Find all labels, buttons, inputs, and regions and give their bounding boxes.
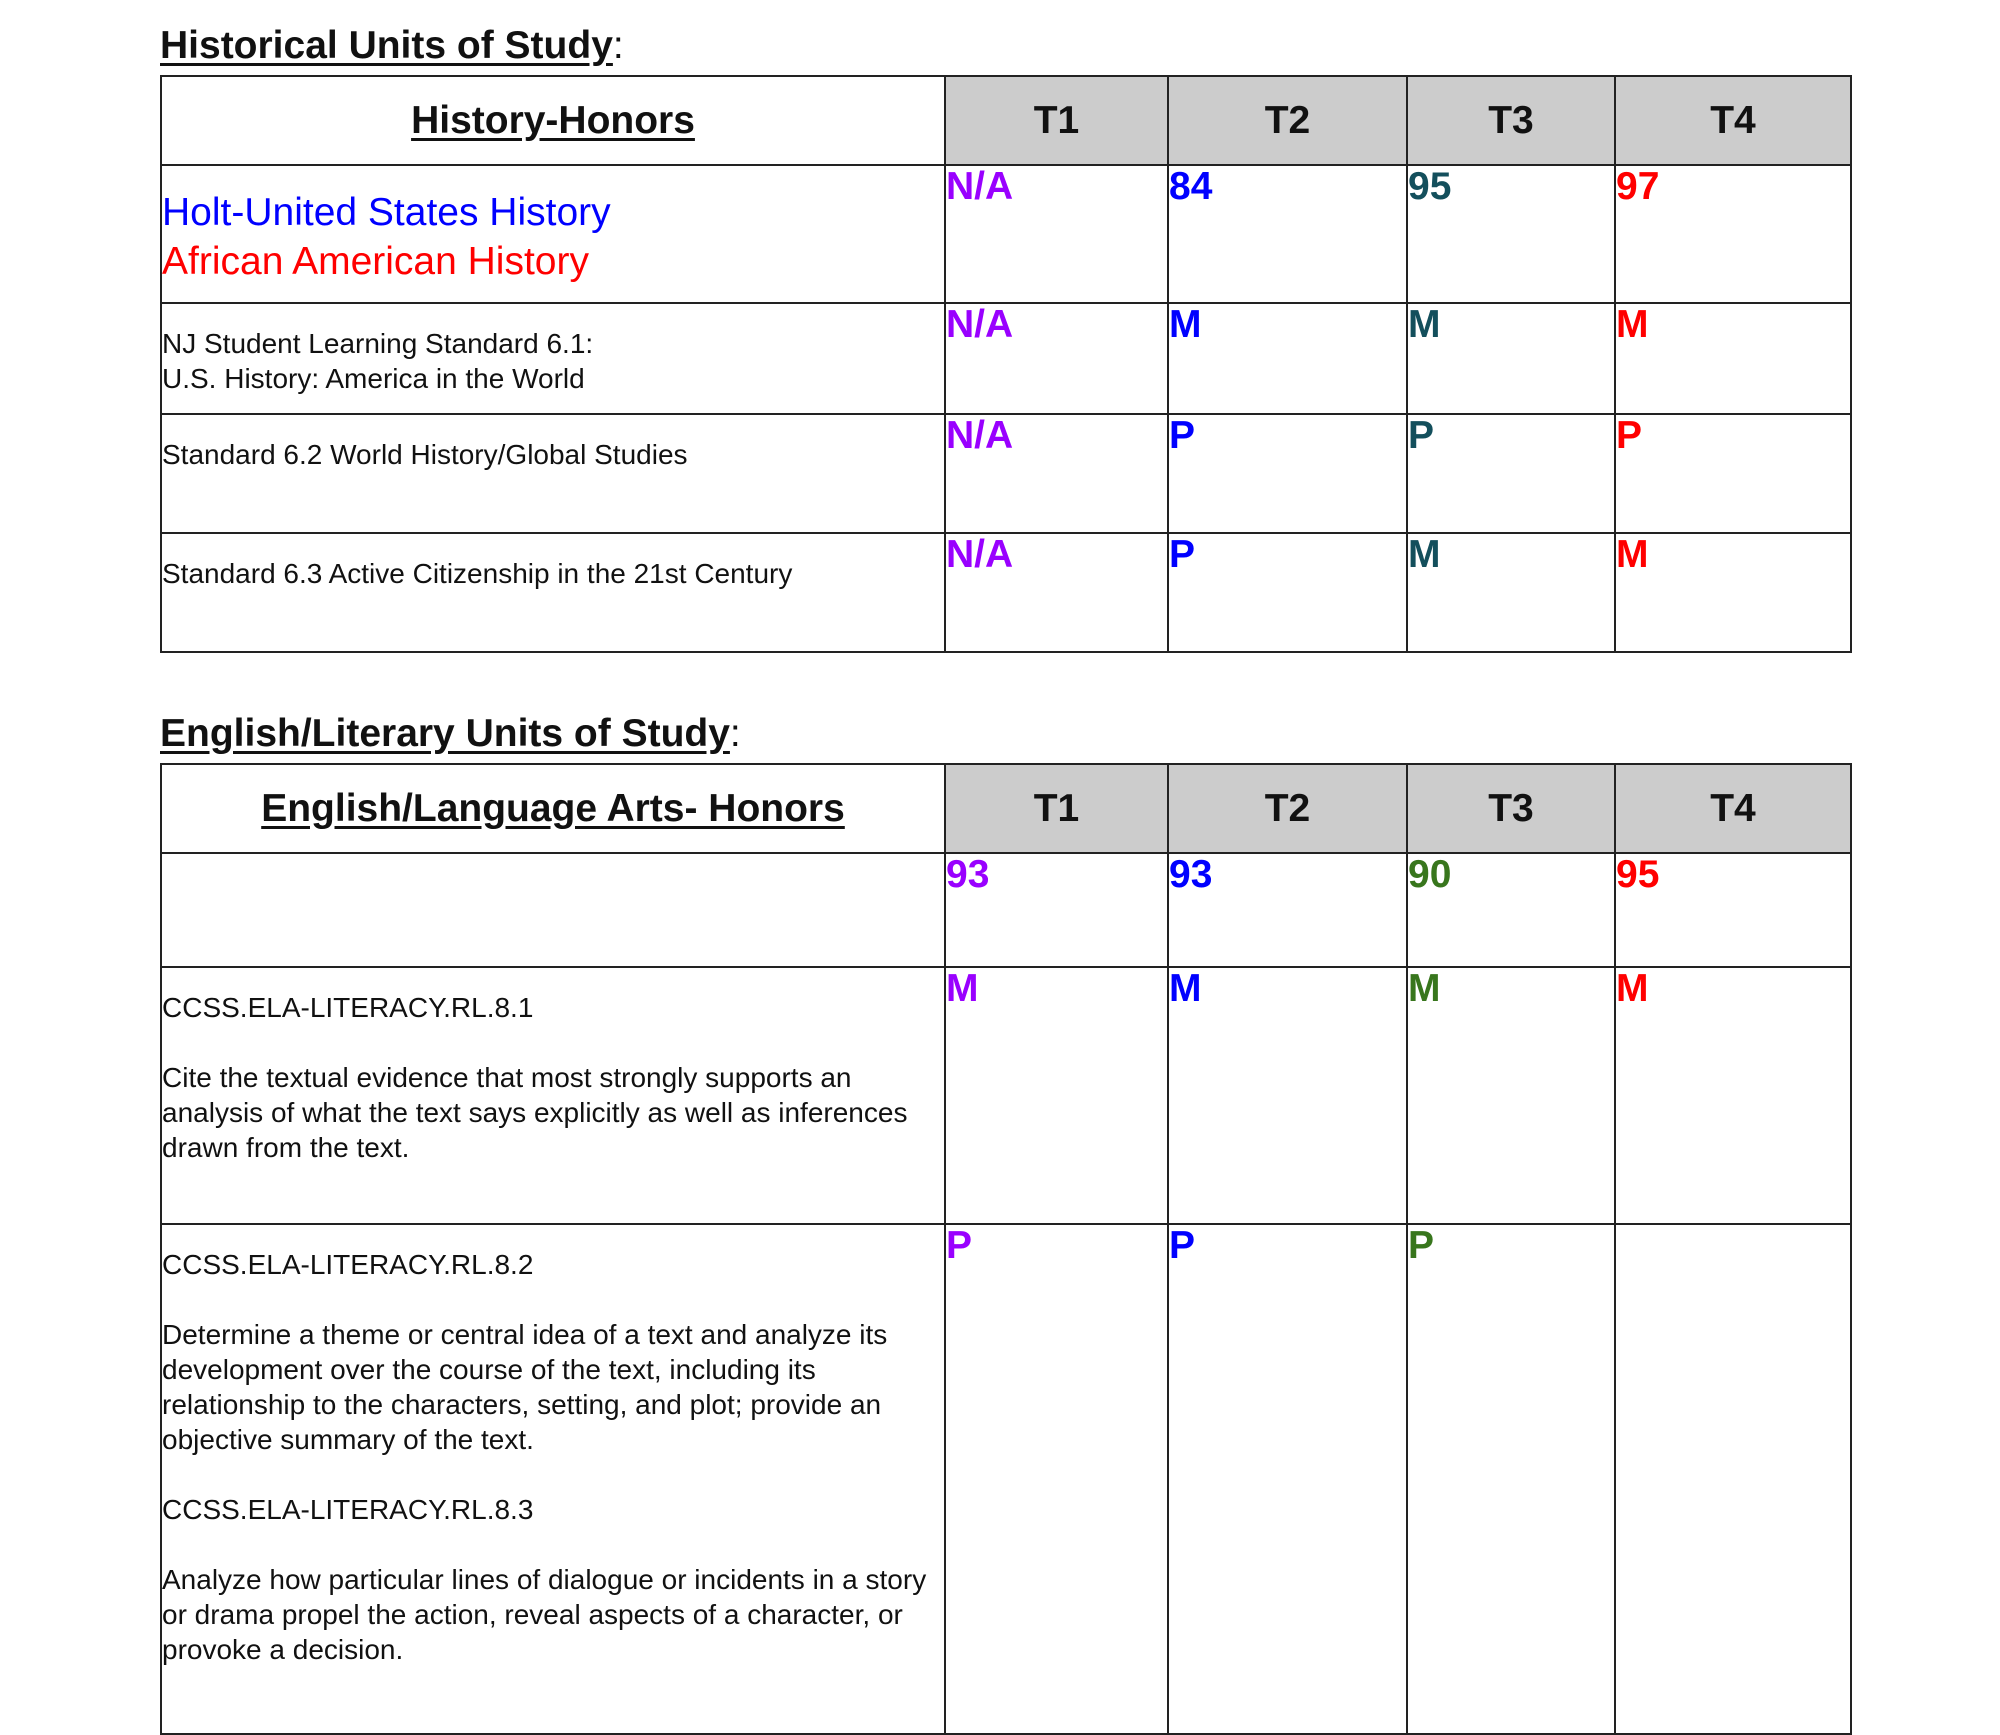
standard-6-3-text: Standard 6.3 Active Citizenship in the 21st Century	[162, 558, 793, 589]
english-grade-t1: 93	[945, 853, 1168, 967]
standard-6-1-t1: N/A	[945, 303, 1168, 414]
history-grade-t2: 84	[1168, 165, 1407, 303]
history-table	[160, 75, 1852, 653]
standard-6-1-t2: M	[1168, 303, 1407, 414]
standard-6-1-t3: M	[1407, 303, 1615, 414]
rl-8-3-text: Analyze how particular lines of dialogue or incidents in a story or drama propel the action, reveal aspects of a character, or provoke a decision.	[162, 1564, 927, 1665]
history-course-name: History-Honors	[411, 98, 695, 142]
rl-8-2-cell	[161, 1224, 945, 1734]
history-col-t1: T1	[945, 76, 1168, 165]
english-col-t2: T2	[1168, 764, 1407, 853]
rl-8-1-t4: M	[1615, 967, 1851, 1224]
english-row-rl-8-2	[161, 1224, 1851, 1734]
rl-8-2-t4	[1615, 1224, 1851, 1734]
rl-8-2-code: CCSS.ELA-LITERACY.RL.8.2	[162, 1249, 534, 1280]
standard-6-2-t1: N/A	[945, 414, 1168, 533]
standard-6-1-text: NJ Student Learning Standard 6.1: U.S. History: America in the World	[162, 328, 594, 394]
english-row-grades	[161, 853, 1851, 967]
history-section-title-text: Historical Units of Study	[160, 24, 613, 67]
rl-8-2-t2: P	[1168, 1224, 1407, 1734]
standard-6-3-t2: P	[1168, 533, 1407, 652]
rl-8-2-t3: P	[1407, 1224, 1615, 1734]
standard-6-2-text: Standard 6.2 World History/Global Studies	[162, 439, 688, 470]
history-section-title	[160, 26, 624, 65]
history-row-standard-6-2	[161, 414, 1851, 533]
textbook-primary: Holt-United States History	[162, 191, 611, 234]
english-table	[160, 763, 1852, 1735]
english-row-rl-8-1	[161, 967, 1851, 1224]
rl-8-1-text: Cite the textual evidence that most strongly supports an analysis of what the text says explicitly as well as inferences drawn from the text.	[162, 1062, 908, 1163]
textbook-secondary: African American History	[162, 240, 589, 283]
english-grade-t2: 93	[1168, 853, 1407, 967]
standard-6-2-label	[161, 414, 945, 533]
standard-6-2-t3: P	[1407, 414, 1615, 533]
history-row-standard-6-1	[161, 303, 1851, 414]
standard-6-1-t4: M	[1615, 303, 1851, 414]
english-header-row	[161, 764, 1851, 853]
rl-8-2-text: Determine a theme or central idea of a text and analyze its development over the course of the text, including its relationship to the characters, setting, and plot; provide an objective summary of the text.	[162, 1319, 888, 1455]
standard-6-2-t2: P	[1168, 414, 1407, 533]
standard-6-1-label	[161, 303, 945, 414]
history-row-standard-6-3	[161, 533, 1851, 652]
english-grade-t4: 95	[1615, 853, 1851, 967]
history-course-header	[161, 76, 945, 165]
english-course-name: English/Language Arts- Honors	[261, 786, 845, 830]
history-grade-t1: N/A	[945, 165, 1168, 303]
english-col-t3: T3	[1407, 764, 1615, 853]
rl-8-1-code: CCSS.ELA-LITERACY.RL.8.1	[162, 992, 534, 1023]
rl-8-1-t3: M	[1407, 967, 1615, 1224]
english-grades-label	[161, 853, 945, 967]
english-course-header	[161, 764, 945, 853]
english-section-title-text: English/Literary Units of Study	[160, 712, 730, 755]
history-row-textbooks	[161, 165, 1851, 303]
history-header-row	[161, 76, 1851, 165]
standard-6-3-t3: M	[1407, 533, 1615, 652]
rl-8-2-t1: P	[945, 1224, 1168, 1734]
history-col-t3: T3	[1407, 76, 1615, 165]
standard-6-3-t1: N/A	[945, 533, 1168, 652]
english-section-title	[160, 714, 741, 753]
standard-6-3-t4: M	[1615, 533, 1851, 652]
history-grade-t3: 95	[1407, 165, 1615, 303]
standard-6-2-t4: P	[1615, 414, 1851, 533]
rl-8-1-t1: M	[945, 967, 1168, 1224]
english-section-title-colon: :	[729, 712, 741, 755]
history-textbooks-cell	[161, 165, 945, 303]
english-col-t1: T1	[945, 764, 1168, 853]
english-col-t4: T4	[1615, 764, 1851, 853]
standard-6-3-label	[161, 533, 945, 652]
english-grade-t3: 90	[1407, 853, 1615, 967]
rl-8-1-t2: M	[1168, 967, 1407, 1224]
history-col-t4: T4	[1615, 76, 1851, 165]
rl-8-3-code: CCSS.ELA-LITERACY.RL.8.3	[162, 1494, 534, 1525]
history-grade-t4: 97	[1615, 165, 1851, 303]
history-section-title-colon: :	[612, 24, 624, 67]
history-col-t2: T2	[1168, 76, 1407, 165]
rl-8-1-cell	[161, 967, 945, 1224]
